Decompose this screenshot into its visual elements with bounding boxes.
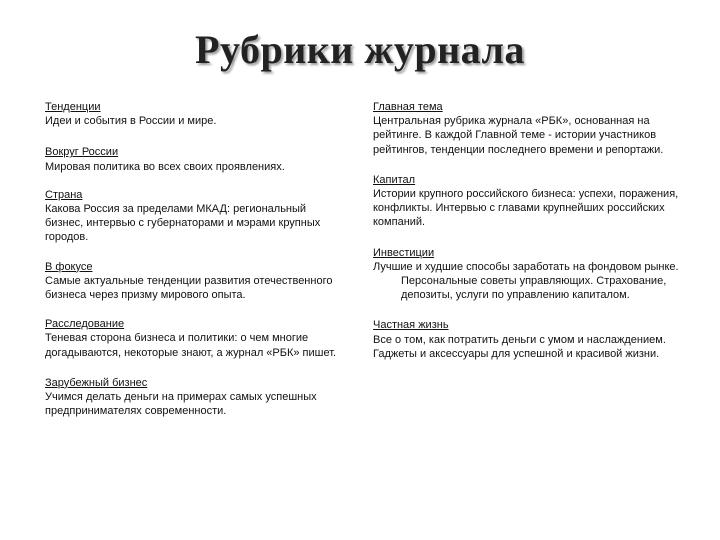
rubric-description: Теневая сторона бизнеса и политики: о чем многие догадываются, некоторые знают, а журнал «РБК» пишет.: [45, 332, 337, 359]
left-column: [45, 100, 345, 418]
rubric-description: Какова Россия за пределами МКАД: региональный бизнес, интервью с губернаторами и мэрами крупных городов.: [45, 203, 321, 244]
rubric-capital: [373, 173, 683, 230]
rubric-private-life: [373, 318, 683, 361]
rubric-in-focus: [45, 260, 345, 303]
rubric-description: Учимся делать деньги на примерах самых успешных предпринимателях современности.: [45, 391, 317, 418]
rubric-title[interactable]: Частная жизнь: [373, 319, 449, 332]
rubric-main-topic: [373, 100, 683, 157]
rubric-tendencies: [45, 100, 345, 128]
rubric-description: Все о том, как потратить деньги с умом и наслаждением. Гаджеты и аксессуары для успешной и красивой жизни.: [373, 333, 666, 360]
rubric-investments: [373, 246, 683, 303]
rubric-country: [45, 188, 345, 245]
rubric-description: Истории крупного российского бизнеса: успехи, поражения, конфликты. Интервью с главами крупнейших российских компаний.: [373, 188, 679, 229]
right-column: [373, 100, 683, 361]
rubric-description: Мировая политика во всех своих проявлениях.: [45, 160, 285, 173]
rubric-description: Идеи и события в России и мире.: [45, 115, 217, 128]
rubric-foreign-business: [45, 376, 345, 419]
rubric-title[interactable]: Страна: [45, 188, 83, 201]
rubric-investigation: [45, 317, 345, 360]
rubric-title[interactable]: Расследование: [45, 318, 125, 331]
rubric-title[interactable]: Главная тема: [373, 101, 443, 113]
rubric-title[interactable]: Зарубежный бизнес: [45, 376, 148, 389]
rubric-title[interactable]: Тенденции: [45, 101, 101, 113]
rubric-description: Самые актуальные тенденции развития отечественного бизнеса через призму мирового опыта.: [45, 274, 333, 302]
rubric-description: Лучшие и худшие способы заработать на фондовом рынке. Персональные советы управляющих. Страхование, депозиты, услуги по управлению капиталом.: [373, 260, 679, 302]
page-title: Рубрики журнала: [195, 27, 525, 72]
rubric-title[interactable]: Инвестиции: [373, 246, 435, 259]
rubric-title[interactable]: В фокусе: [45, 260, 93, 273]
rubric-description: Центральная рубрика журнала «РБК», основанная на рейтинге. В каждой Главной теме - истории участников рейтингов, тенденции последнего времени и репортажи.: [373, 115, 664, 156]
rubric-title[interactable]: Капитал: [373, 173, 416, 186]
rubric-title[interactable]: Вокруг России: [45, 146, 119, 159]
rubric-around-russia: [45, 145, 345, 173]
